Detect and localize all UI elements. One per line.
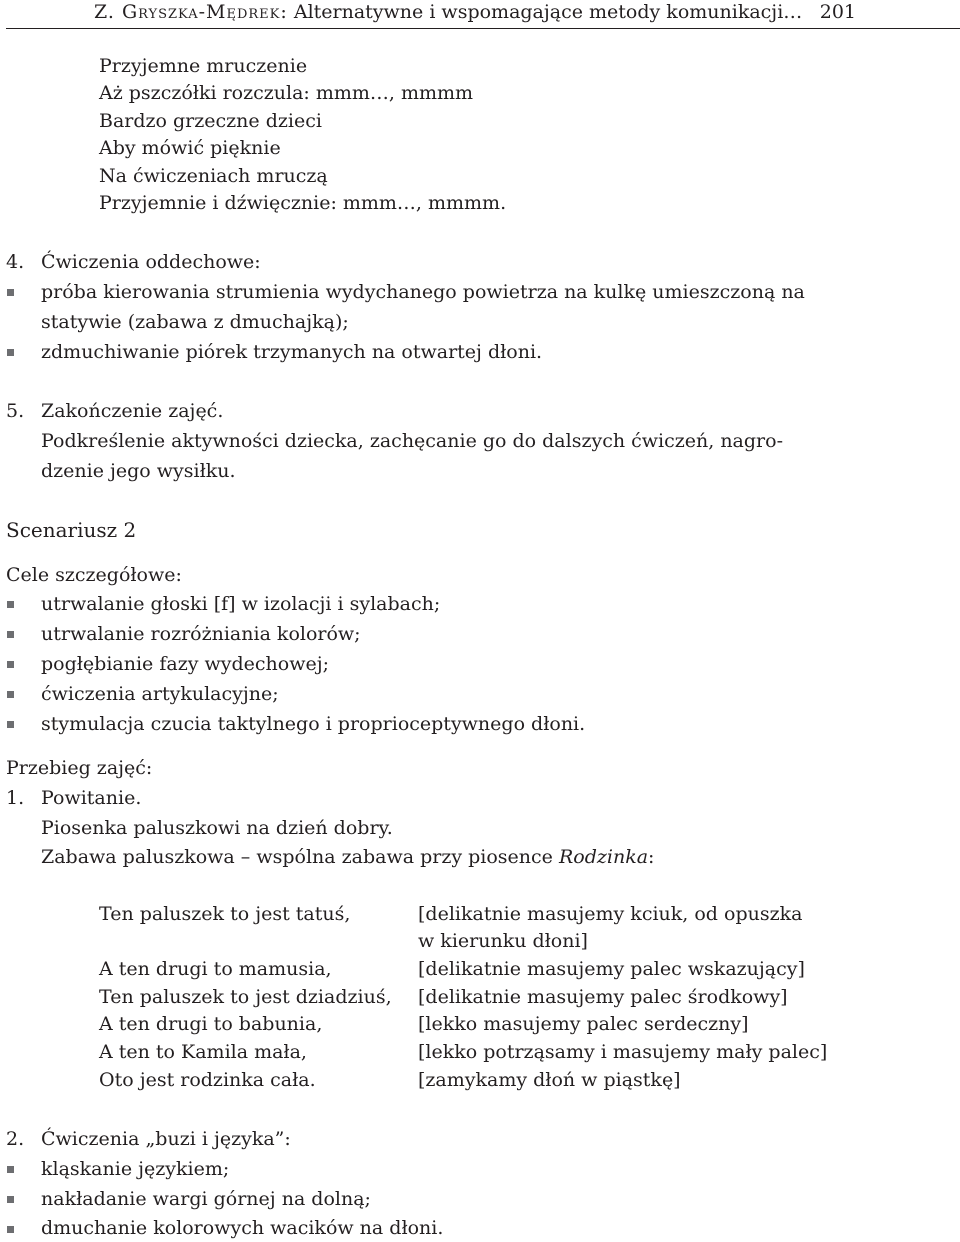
bullet-icon bbox=[7, 601, 14, 608]
song-instruction: [zamykamy dłoń w piąstkę] bbox=[418, 1069, 681, 1091]
list-item: pogłębianie fazy wydechowej; bbox=[41, 653, 329, 675]
song-instruction: [lekko masujemy palec serdeczny] bbox=[418, 1013, 749, 1035]
bullet-icon bbox=[7, 691, 14, 698]
bullet-icon bbox=[7, 661, 14, 668]
song-line: Ten paluszek to jest dziadziuś, bbox=[99, 986, 392, 1008]
song-instruction: [delikatnie masujemy palec środkowy] bbox=[418, 986, 788, 1008]
text-span: Zabawa paluszkowa – wspólna zabawa przy piosence bbox=[41, 846, 559, 868]
bullet-icon bbox=[7, 289, 14, 296]
bullet-icon bbox=[7, 631, 14, 638]
header-title: Alternatywne i wspomagające metody komunikacji… bbox=[293, 1, 803, 23]
list-item: dmuchanie kolorowych wacików na dłoni. bbox=[41, 1217, 444, 1239]
list-item: kląskanie językiem; bbox=[41, 1158, 230, 1180]
song-instruction: [delikatnie masujemy palec wskazujący] bbox=[418, 958, 805, 980]
song-line: A ten drugi to babunia, bbox=[99, 1013, 323, 1035]
song-instruction: w kierunku dłoni] bbox=[418, 930, 588, 952]
step-title: Ćwiczenia „buzi i języka”: bbox=[41, 1128, 291, 1150]
goals-label: Cele szczegółowe: bbox=[6, 564, 182, 586]
page-number: 201 bbox=[819, 1, 856, 23]
song-line: Oto jest rodzinka cała. bbox=[99, 1069, 316, 1091]
header-author: Z. Gryszka-Mędrek: bbox=[94, 1, 288, 23]
list-item: zdmuchiwanie piórek trzymanych na otwartej dłoni. bbox=[41, 341, 543, 363]
list-item: utrwalanie głoski [f] w izolacji i sylabach; bbox=[41, 593, 441, 615]
paragraph-line: dzenie jego wysiłku. bbox=[41, 460, 236, 482]
list-item: ćwiczenia artykulacyjne; bbox=[41, 683, 279, 705]
song-title: Rodzinka bbox=[558, 846, 649, 868]
step-number: 1. bbox=[6, 787, 25, 809]
list-item-continuation: statywie (zabawa z dmuchajką); bbox=[41, 311, 349, 333]
text-span: : bbox=[648, 846, 655, 868]
song-instruction: [lekko potrząsamy i masujemy mały palec] bbox=[418, 1041, 828, 1063]
bullet-icon bbox=[7, 349, 14, 356]
section-title: Ćwiczenia oddechowe: bbox=[41, 251, 261, 273]
section-title: Zakończenie zajęć. bbox=[41, 400, 224, 422]
paragraph-line: Piosenka paluszkowi na dzień dobry. bbox=[41, 817, 393, 839]
song-line: Ten paluszek to jest tatuś, bbox=[99, 903, 351, 925]
song-line: A ten drugi to mamusia, bbox=[99, 958, 332, 980]
step-number: 2. bbox=[6, 1128, 25, 1150]
bullet-icon bbox=[7, 1226, 14, 1233]
song-instruction: [delikatnie masujemy kciuk, od opuszka bbox=[418, 903, 803, 925]
bullet-icon bbox=[7, 721, 14, 728]
list-item: nakładanie wargi górnej na dolną; bbox=[41, 1188, 371, 1210]
course-label: Przebieg zajęć: bbox=[6, 757, 153, 779]
list-item: próba kierowania strumienia wydychanego powietrza na kulkę umieszczoną na bbox=[41, 281, 805, 303]
list-item: stymulacja czucia taktylnego i proprioceptywnego dłoni. bbox=[41, 713, 586, 735]
song-line: A ten to Kamila mała, bbox=[99, 1041, 307, 1063]
header-rule bbox=[6, 28, 960, 29]
step-title: Powitanie. bbox=[41, 787, 142, 809]
list-item: utrwalanie rozróżniania kolorów; bbox=[41, 623, 361, 645]
poem-line: Aż pszczółki rozczula: mmm…, mmmm bbox=[99, 82, 474, 104]
poem-line: Bardzo grzeczne dzieci bbox=[99, 110, 322, 132]
section-number: 4. bbox=[6, 251, 25, 273]
paragraph-line bbox=[41, 846, 654, 868]
paragraph-line: Podkreślenie aktywności dziecka, zachęcanie go do dalszych ćwiczeń, nagro- bbox=[41, 430, 783, 452]
bullet-icon bbox=[7, 1166, 14, 1173]
running-header bbox=[94, 0, 802, 24]
poem-line: Na ćwiczeniach mruczą bbox=[99, 165, 328, 187]
poem-line: Aby mówić pięknie bbox=[99, 137, 281, 159]
poem-line: Przyjemne mruczenie bbox=[99, 55, 308, 77]
bullet-icon bbox=[7, 1196, 14, 1203]
scenario-heading: Scenariusz 2 bbox=[6, 518, 137, 542]
section-number: 5. bbox=[6, 400, 25, 422]
poem-line: Przyjemnie i dźwięcznie: mmm…, mmmm. bbox=[99, 192, 507, 214]
